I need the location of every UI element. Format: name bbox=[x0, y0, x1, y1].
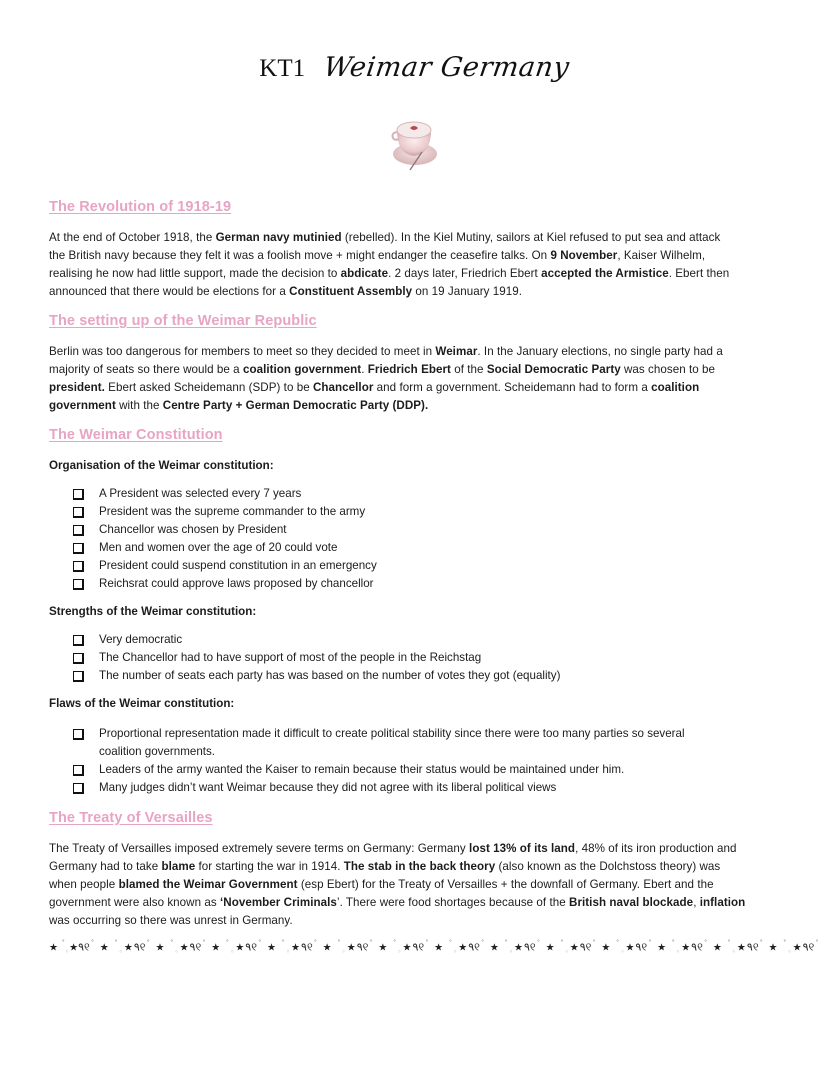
checkbox-icon bbox=[73, 783, 84, 794]
text-line: the British navy because they felt it was a foolish move + might endanger the ceasefire talks. On 9 November, Kaiser Wilhelm, bbox=[49, 249, 706, 262]
subheading-strengths: Strengths of the Weimar constitution: bbox=[49, 605, 257, 618]
list-item: Reichsrat could approve laws proposed by chancellor bbox=[73, 575, 377, 593]
text-line: Berlin was too dangerous for members to meet so they decided to meet in Weimar. In the January elections, no single party had a bbox=[49, 345, 723, 358]
list-item: The number of seats each party has was based on the number of votes they got (equality) bbox=[73, 667, 560, 685]
checkbox-icon bbox=[73, 653, 84, 664]
heading-constitution: The Weimar Constitution bbox=[49, 427, 223, 443]
list-item: Proportional representation made it difficult to create political stability since there were too many parties so several coalition governments. bbox=[73, 725, 685, 761]
list-item: Chancellor was chosen by President bbox=[73, 521, 377, 539]
organisation-list bbox=[73, 485, 377, 593]
text-line: government were also known as ‘November Criminals’. There were food shortages because of the British naval blockade, inflation bbox=[49, 896, 746, 909]
checkbox-icon bbox=[73, 543, 84, 554]
decorative-divider: ★ ˚$_◦$★٩୧˚ ★ ˚$_◦$★٩୧˚ ★ ˚$_◦$★٩୧˚ ★ ˚$_◦$★٩୧˚ ★ ˚$_◦$★٩୧˚ ★ ˚$_◦$★٩୧˚ ★ ˚$_◦$★٩୧˚ ★ ˚$_◦$★٩୧˚ ★ ˚$_◦$★٩୧˚ ★ ˚$_◦$★٩୧˚ ★ ˚$_◦$★٩୧˚ ★ ˚$_◦$★٩୧˚ ★ ˚$_◦$★٩୧˚ ★ ˚$_◦$★٩୧˚ bbox=[49, 940, 820, 956]
subheading-organisation: Organisation of the Weimar constitution: bbox=[49, 459, 274, 472]
list-item: President was the supreme commander to the army bbox=[73, 503, 377, 521]
text-line: Germany had to take blame for starting the war in 1914. The stab in the back theory (also known as the Dolchstoss theory) was bbox=[49, 860, 721, 873]
list-item: President could suspend constitution in an emergency bbox=[73, 557, 377, 575]
checkbox-icon bbox=[73, 729, 84, 740]
checkbox-icon bbox=[73, 561, 84, 572]
heading-revolution: The Revolution of 1918-19 bbox=[49, 199, 232, 215]
title-code: KT1 bbox=[259, 55, 306, 82]
text-line: realising he now had little support, made the decision to abdicate. 2 days later, Friedrich Ebert accepted the Armistice. Ebert then bbox=[49, 267, 730, 280]
document-title bbox=[0, 52, 828, 83]
list-item: A President was selected every 7 years bbox=[73, 485, 377, 503]
checkbox-icon bbox=[73, 507, 84, 518]
heading-setting-up: The setting up of the Weimar Republic bbox=[49, 313, 317, 329]
text-line: majority of seats so there would be a coalition government. Friedrich Ebert of the Social Democratic Party was chosen to be bbox=[49, 363, 716, 376]
list-item: Men and women over the age of 20 could vote bbox=[73, 539, 377, 557]
list-item: The Chancellor had to have support of most of the people in the Reichstag bbox=[73, 649, 560, 667]
list-item: Leaders of the army wanted the Kaiser to remain because their status would be maintained under him. bbox=[73, 761, 685, 779]
checkbox-icon bbox=[73, 671, 84, 682]
text-line: announced that there would be elections for a Constituent Assembly on 19 January 1919. bbox=[49, 285, 523, 298]
checkbox-icon bbox=[73, 489, 84, 500]
paragraph-setting-up bbox=[49, 343, 784, 415]
paragraph-revolution bbox=[49, 229, 784, 301]
text-line: president. Ebert asked Scheidemann (SDP) to be Chancellor and form a government. Scheidemann had to form a coalition bbox=[49, 381, 700, 394]
list-item: Many judges didn’t want Weimar because they did not agree with its liberal political views bbox=[73, 779, 685, 797]
text-line: government with the Centre Party + German Democratic Party (DDP). bbox=[49, 399, 429, 412]
text-line: was occurring so there was unrest in Germany. bbox=[49, 914, 293, 927]
coffee-cup-icon bbox=[388, 116, 440, 174]
checkbox-icon bbox=[73, 635, 84, 646]
checkbox-icon bbox=[73, 579, 84, 590]
strengths-list bbox=[73, 631, 560, 685]
subheading-flaws: Flaws of the Weimar constitution: bbox=[49, 697, 235, 710]
heading-versailles: The Treaty of Versailles bbox=[49, 810, 213, 826]
text-line: when people blamed the Weimar Government (esp Ebert) for the Treaty of Versailles + the downfall of Germany. Ebert and the bbox=[49, 878, 714, 891]
checkbox-icon bbox=[73, 765, 84, 776]
list-item: Very democratic bbox=[73, 631, 560, 649]
title-text: Weimar Germany bbox=[321, 52, 571, 83]
text-line: The Treaty of Versailles imposed extremely severe terms on Germany: Germany lost 13% of its land, 48% of its iron production and bbox=[49, 842, 737, 855]
flaws-list bbox=[73, 725, 685, 797]
checkbox-icon bbox=[73, 525, 84, 536]
paragraph-versailles bbox=[49, 840, 784, 930]
text-line: At the end of October 1918, the German navy mutinied (rebelled). In the Kiel Mutiny, sailors at Kiel refused to put sea and attack bbox=[49, 231, 721, 244]
